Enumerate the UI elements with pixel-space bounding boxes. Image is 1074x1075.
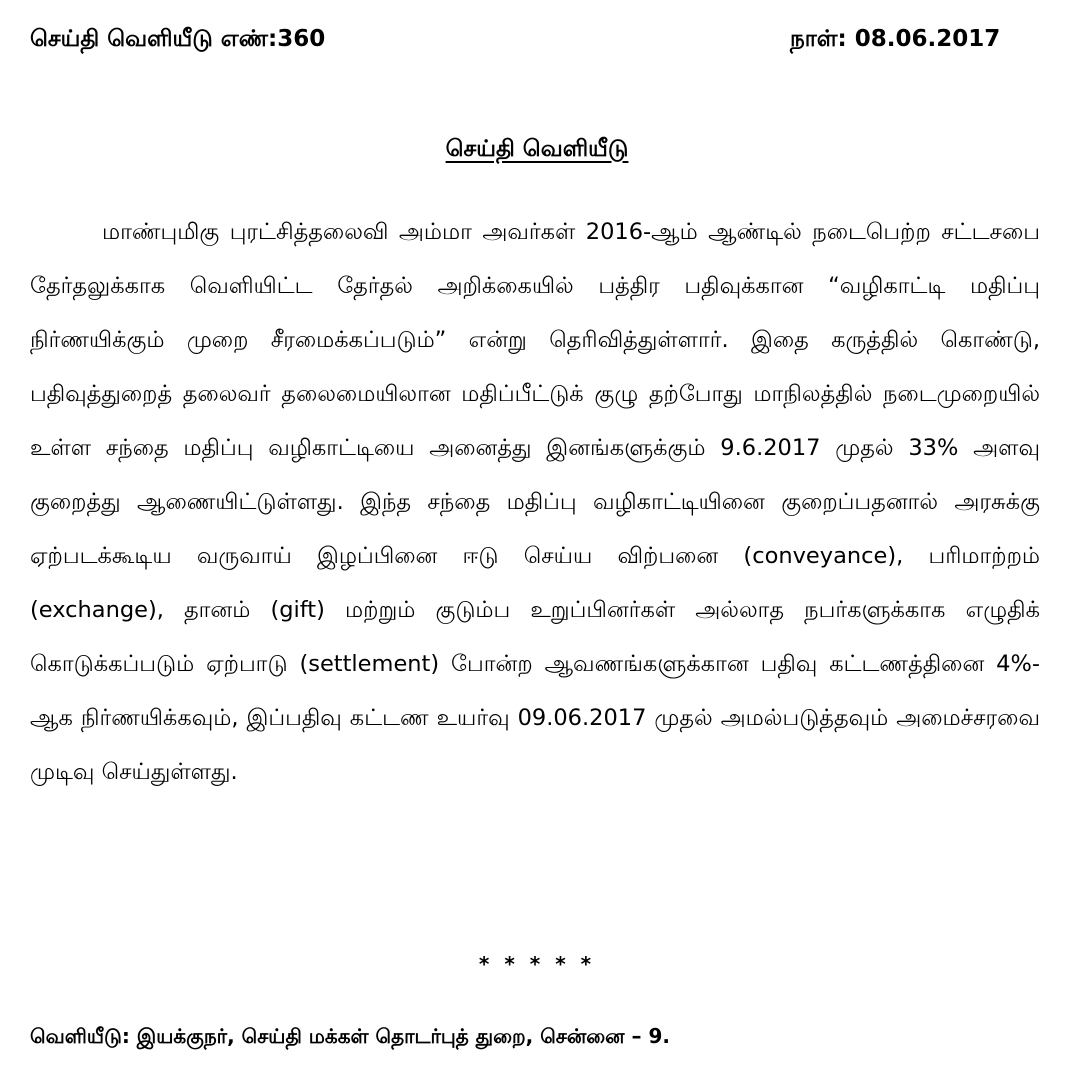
document-title-container: [0, 136, 1074, 165]
document-title: செய்தி வெளியீடு: [445, 136, 629, 162]
release-date: நாள்: 08.06.2017: [790, 26, 1001, 52]
body-paragraph: மாண்புமிகு புரட்சித்தலைவி அம்மா அவர்கள் 2016-ஆம் ஆண்டில் நடைபெற்ற சட்டசபை தேர்தலுக்காக வெளியிட்ட தேர்தல் அறிக்கையில் பத்திர பதிவுக்கான “வழிகாட்டி மதிப்பு நிர்ணயிக்கும் முறை சீரமைக்கப்படும்” என்று தெரிவித்துள்ளார். இதை கருத்தில் கொண்டு, பதிவுத்துறைத் தலைவர் தலைமையிலான மதிப்பீட்டுக் குழு தற்போது மாநிலத்தில் நடைமுறையில் உள்ள சந்தை மதிப்பு வழிகாட்டியை அனைத்து இனங்களுக்கும் 9.6.2017 முதல் 33% அளவு குறைத்து ஆணையிட்டுள்ளது. இந்த சந்தை மதிப்பு வழிகாட்டியினை குறைப்பதனால் அரசுக்கு ஏற்படக்கூடிய வருவாய் இழப்பினை ஈடு செய்ய விற்பனை (conveyance), பரிமாற்றம் (exchange), தானம் (gift) மற்றும் குடும்ப உறுப்பினர்கள் அல்லாத நபர்களுக்காக எழுதிக் கொடுக்கப்படும் ஏற்பாடு (settlement) போன்ற ஆவணங்களுக்கான பதிவு கட்டணத்தினை 4%-ஆக நிர்ணயிக்கவும், இப்பதிவு கட்டண உயர்வு 09.06.2017 முதல் அமல்படுத்தவும் அமைச்சரவை முடிவு செய்துள்ளது.: [30, 219, 1040, 785]
footer-issuer: வெளியீடு: இயக்குநர், செய்தி மக்கள் தொடர்புத் துறை, சென்னை – 9.: [30, 1024, 671, 1048]
release-number: செய்தி வெளியீடு எண்:360: [30, 26, 326, 52]
separator-stars: * * * * *: [478, 952, 596, 976]
